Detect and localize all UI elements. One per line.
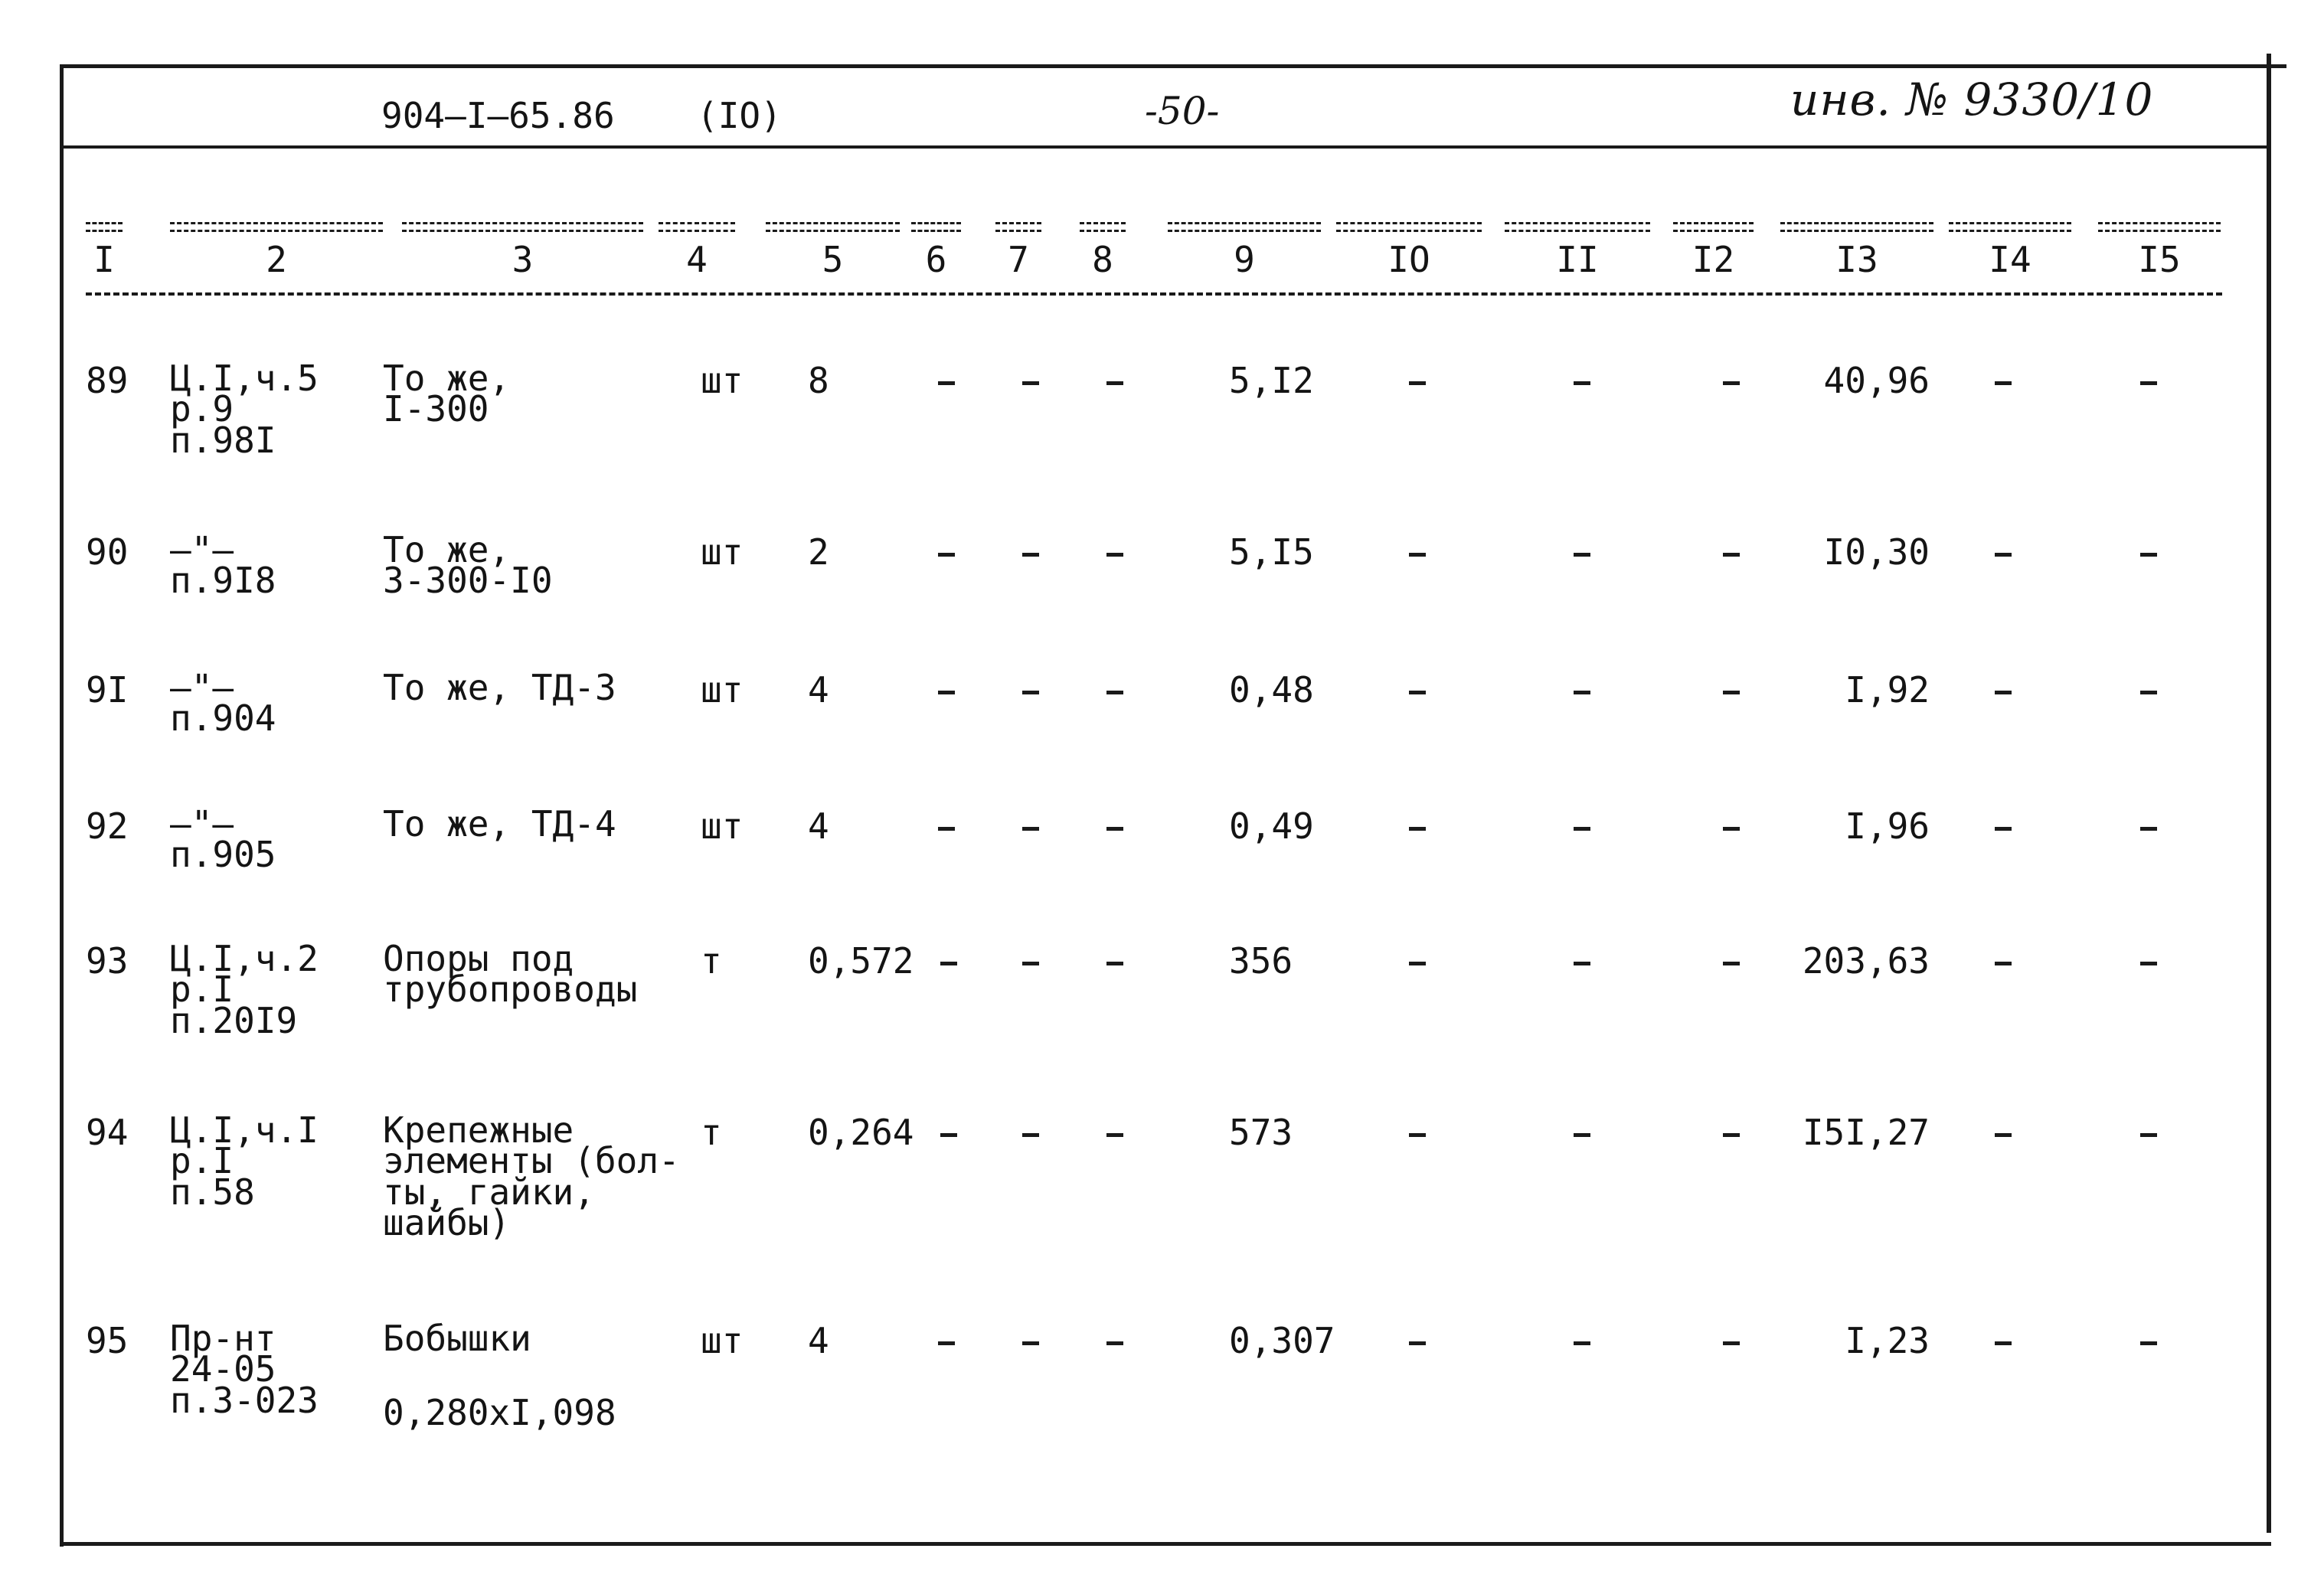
empty-cell-dash <box>938 1341 955 1345</box>
price-reference: Ц.I,ч.2 р.I п.20I9 <box>170 938 319 1041</box>
column-header-label: 3 <box>512 239 534 280</box>
header-rule <box>995 222 1041 224</box>
empty-cell-dash <box>940 962 957 965</box>
empty-cell-dash <box>1574 962 1590 965</box>
unit-cost: 5,I2 <box>1229 360 1314 401</box>
empty-cell-dash <box>938 827 955 831</box>
empty-cell-dash <box>1106 381 1123 385</box>
empty-cell-dash <box>1723 1341 1740 1345</box>
column-header-label: I3 <box>1835 239 1878 280</box>
column-header-label: 6 <box>925 239 947 280</box>
column-header-label: 4 <box>686 239 708 280</box>
empty-cell-dash <box>1022 1341 1039 1345</box>
frame-left-border <box>60 64 64 1547</box>
empty-cell-dash <box>1723 1133 1740 1137</box>
item-name: То же, I-300 <box>383 358 511 430</box>
empty-cell-dash <box>1409 381 1426 385</box>
unit-cost: 0,49 <box>1229 805 1314 847</box>
unit: шт <box>701 1320 744 1361</box>
empty-cell-dash <box>1022 962 1039 965</box>
empty-cell-dash <box>1995 381 2012 385</box>
quantity: 8 <box>808 360 829 401</box>
column-header-label: I <box>93 239 115 280</box>
header-rule <box>995 230 1041 232</box>
empty-cell-dash <box>1574 827 1590 831</box>
unit-cost: 5,I5 <box>1229 531 1314 573</box>
header-rule <box>1505 230 1650 232</box>
price-reference: –"– п.904 <box>170 667 276 740</box>
column-header-label: I4 <box>1989 239 2031 280</box>
header-rule <box>1949 230 2071 232</box>
empty-cell-dash <box>1409 962 1426 965</box>
quantity: 2 <box>808 531 829 573</box>
item-name: Крепежные элементы (бол- ты, гайки, шайбы) <box>383 1109 680 1244</box>
column-header-label: 7 <box>1008 239 1029 280</box>
empty-cell-dash <box>1022 381 1039 385</box>
sheet-number: (IO) <box>697 95 782 136</box>
document-code: 904–I–65.86 <box>381 95 615 136</box>
header-rule <box>659 222 735 224</box>
header-rule <box>766 222 900 224</box>
empty-cell-dash <box>1723 553 1740 557</box>
total-cost: I,23 <box>1845 1320 1930 1361</box>
item-name: То же, 3-300-I0 <box>383 529 553 602</box>
unit: т <box>701 1112 722 1153</box>
empty-cell-dash <box>1022 691 1039 694</box>
unit-cost: 573 <box>1229 1112 1293 1153</box>
header-rule <box>402 230 643 232</box>
empty-cell-dash <box>2140 381 2157 385</box>
quantity: 4 <box>808 669 829 711</box>
column-header-label: I5 <box>2138 239 2181 280</box>
header-rule <box>2098 222 2221 224</box>
row-number: 9I <box>86 669 129 711</box>
empty-cell-dash <box>1409 1133 1426 1137</box>
row-number: 94 <box>86 1112 129 1153</box>
row-number: 89 <box>86 360 129 401</box>
header-rule <box>170 230 383 232</box>
empty-cell-dash <box>1022 553 1039 557</box>
empty-cell-dash <box>1106 1133 1123 1137</box>
item-dimensions: 0,280xI,098 <box>383 1392 616 1433</box>
header-rule <box>911 230 961 232</box>
header-rule <box>1168 222 1321 224</box>
empty-cell-dash <box>2140 962 2157 965</box>
unit-cost: 0,307 <box>1229 1320 1335 1361</box>
empty-cell-dash <box>1574 1133 1590 1137</box>
item-name: Бобышки <box>383 1318 531 1359</box>
unit: шт <box>701 669 744 711</box>
empty-cell-dash <box>2140 553 2157 557</box>
empty-cell-dash <box>1106 827 1123 831</box>
column-header-label: 9 <box>1234 239 1255 280</box>
frame-bottom-border <box>60 1542 2271 1546</box>
empty-cell-dash <box>2140 691 2157 694</box>
page-number: -50- <box>1145 89 1220 133</box>
empty-cell-dash <box>940 1133 957 1137</box>
header-rule <box>86 222 123 224</box>
header-rule <box>766 230 900 232</box>
header-rule <box>1780 222 1933 224</box>
row-number: 95 <box>86 1320 129 1361</box>
price-reference: –"– п.9I8 <box>170 529 276 602</box>
price-reference: Пр-нт 24-05 п.3-023 <box>170 1318 319 1421</box>
empty-cell-dash <box>1723 691 1740 694</box>
column-header-label: I2 <box>1692 239 1735 280</box>
column-header-label: 5 <box>822 239 844 280</box>
empty-cell-dash <box>1106 1341 1123 1345</box>
price-reference: –"– п.905 <box>170 803 276 876</box>
column-header-label: IO <box>1388 239 1430 280</box>
inventory-number: инв. № 9330/10 <box>1790 74 2154 126</box>
empty-cell-dash <box>1723 962 1740 965</box>
item-name: Опоры под трубопроводы <box>383 938 638 1011</box>
empty-cell-dash <box>1574 1341 1590 1345</box>
title-divider <box>60 145 2267 149</box>
header-rule <box>170 222 383 224</box>
unit: т <box>701 940 722 982</box>
header-rule <box>1673 230 1754 232</box>
empty-cell-dash <box>938 553 955 557</box>
empty-cell-dash <box>1409 827 1426 831</box>
header-rule <box>659 230 735 232</box>
empty-cell-dash <box>2140 1133 2157 1137</box>
empty-cell-dash <box>1995 962 2012 965</box>
empty-cell-dash <box>1723 827 1740 831</box>
header-rule <box>1673 222 1754 224</box>
header-bottom-rule <box>86 292 2222 296</box>
empty-cell-dash <box>1106 553 1123 557</box>
empty-cell-dash <box>1409 691 1426 694</box>
empty-cell-dash <box>1574 553 1590 557</box>
column-header-label: 2 <box>266 239 287 280</box>
quantity: 0,264 <box>808 1112 914 1153</box>
empty-cell-dash <box>2140 827 2157 831</box>
quantity: 4 <box>808 805 829 847</box>
header-rule <box>1080 222 1126 224</box>
unit-cost: 0,48 <box>1229 669 1314 711</box>
header-rule <box>1336 222 1482 224</box>
item-name: То же, ТД-4 <box>383 803 616 845</box>
row-number: 93 <box>86 940 129 982</box>
empty-cell-dash <box>1409 1341 1426 1345</box>
unit-cost: 356 <box>1229 940 1293 982</box>
empty-cell-dash <box>1995 1341 2012 1345</box>
column-header-label: II <box>1556 239 1599 280</box>
total-cost: 203,63 <box>1802 940 1930 982</box>
header-rule <box>2098 230 2221 232</box>
frame-right-border <box>2267 54 2271 1533</box>
empty-cell-dash <box>1995 553 2012 557</box>
total-cost: I,92 <box>1845 669 1930 711</box>
total-cost: I,96 <box>1845 805 1930 847</box>
empty-cell-dash <box>1723 381 1740 385</box>
price-reference: Ц.I,ч.5 р.9 п.98I <box>170 358 319 461</box>
header-rule <box>1080 230 1126 232</box>
empty-cell-dash <box>1106 962 1123 965</box>
header-rule <box>1949 222 2071 224</box>
header-rule <box>402 222 643 224</box>
row-number: 90 <box>86 531 129 573</box>
column-header-label: 8 <box>1092 239 1113 280</box>
empty-cell-dash <box>1106 691 1123 694</box>
header-rule <box>1336 230 1482 232</box>
total-cost: 40,96 <box>1823 360 1930 401</box>
empty-cell-dash <box>938 691 955 694</box>
empty-cell-dash <box>938 381 955 385</box>
header-rule <box>1168 230 1321 232</box>
empty-cell-dash <box>1022 827 1039 831</box>
price-reference: Ц.I,ч.I р.I п.58 <box>170 1109 319 1213</box>
row-number: 92 <box>86 805 129 847</box>
unit: шт <box>701 360 744 401</box>
empty-cell-dash <box>1995 1133 2012 1137</box>
unit: шт <box>701 531 744 573</box>
unit: шт <box>701 805 744 847</box>
total-cost: I5I,27 <box>1802 1112 1930 1153</box>
header-rule <box>911 222 961 224</box>
empty-cell-dash <box>1574 381 1590 385</box>
header-rule <box>1780 230 1933 232</box>
empty-cell-dash <box>1995 827 2012 831</box>
empty-cell-dash <box>1574 691 1590 694</box>
quantity: 0,572 <box>808 940 914 982</box>
header-rule <box>86 230 123 232</box>
frame-top-border <box>60 64 2286 68</box>
empty-cell-dash <box>2140 1341 2157 1345</box>
quantity: 4 <box>808 1320 829 1361</box>
header-rule <box>1505 222 1650 224</box>
empty-cell-dash <box>1022 1133 1039 1137</box>
item-name: То же, ТД-3 <box>383 667 616 708</box>
total-cost: I0,30 <box>1823 531 1930 573</box>
empty-cell-dash <box>1409 553 1426 557</box>
empty-cell-dash <box>1995 691 2012 694</box>
